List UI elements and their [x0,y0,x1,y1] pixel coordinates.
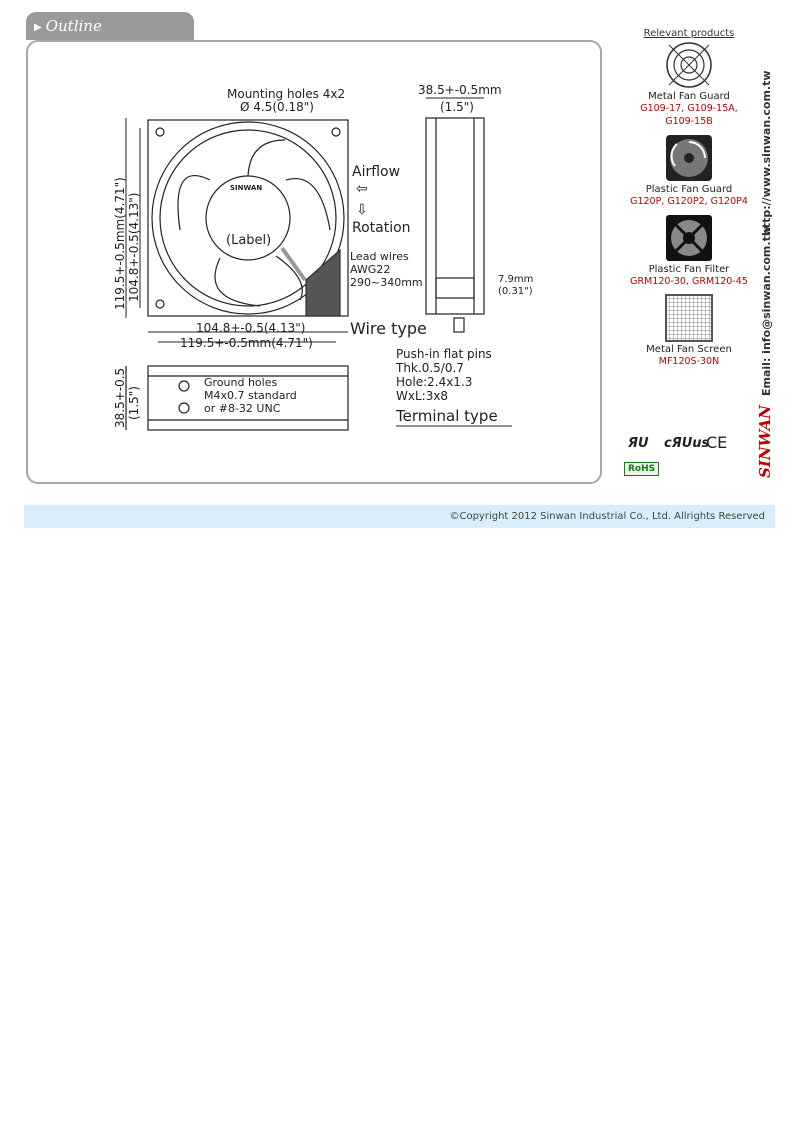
product-name: Plastic Fan Filter [648,264,730,275]
product-name: Metal Fan Screen [646,344,732,355]
metal-fan-screen-icon [665,294,713,342]
triangle-right-icon: ▶ [34,22,42,33]
plastic-fan-guard-icon [665,134,713,182]
fan-side-view [426,118,484,332]
dim-inner-vertical: 104.8+-0.5(4.13") [127,192,141,302]
relevant-products [618,28,760,374]
pins-label: Push-in flat pins [396,347,492,361]
wire-type-label: Wire type [350,319,427,338]
dimension-lines [126,98,484,342]
ground-holes-alt: or #8-32 UNC [204,402,281,415]
depth-top-label: 38.5+-0.5mm [418,83,502,97]
depth-top-inch: (1.5") [440,100,474,114]
rotation-label: Rotation [352,220,411,236]
metal-fan-guard-icon [665,41,713,89]
copyright-text: ©Copyright 2012 Sinwan Industrial Co., Ltd. Allrights Reserved [449,511,765,522]
fan-brand-label: SINWAN [230,184,263,192]
relevant-products-title: Relevant products [643,28,735,39]
footer-bar [24,505,775,528]
pins-thickness: Thk.0.5/0.7 [396,361,464,375]
product-codes[interactable]: G109-17, G109-15A, [640,103,738,114]
product-codes[interactable]: G109-15B [665,116,713,127]
product-plastic-fan-guard[interactable] [618,134,760,208]
plastic-fan-filter-icon [665,214,713,262]
dim-inner-horizontal: 104.8+-0.5(4.13") [196,321,306,335]
product-metal-fan-screen[interactable] [618,294,760,368]
rohs-badge: RoHS [624,462,659,476]
airflow-label: Airflow [352,164,401,180]
ce-mark-icon: CE [706,433,728,452]
cul-mark-icon: cЯUus [664,436,710,451]
fan-center-label: (Label) [226,233,272,248]
depth-side-label: 38.5+-0.5 [113,367,127,428]
rotation-arrow-icon: ⇩ [356,202,368,218]
certification-marks [626,432,746,452]
fan-front-view [148,120,348,316]
mounting-holes-label: Mounting holes 4x2 [227,87,346,101]
pins-size: WxL:3x8 [396,389,449,403]
product-metal-fan-guard[interactable] [618,41,760,128]
pin-spacing-label: 7.9mm [498,274,534,285]
airflow-arrow-icon: ⇦ [356,181,368,197]
product-name: Plastic Fan Guard [645,184,733,195]
email-contact[interactable]: Email: info@sinwan.com.tw [760,226,773,396]
dim-outer-horizontal: 119.5+-0.5mm(4.71") [180,336,313,350]
product-codes[interactable]: GRM120-30, GRM120-45 [630,276,748,287]
section-title: Outline [45,17,102,35]
product-name: Metal Fan Guard [648,91,730,102]
ground-holes-standard: M4x0.7 standard [204,389,297,402]
ground-holes-label: Ground holes [204,376,278,389]
pins-hole: Hole:2.4x1.3 [396,375,473,389]
sinwan-logo: SINWAN [756,405,774,478]
dim-outer-vertical: 119.5+-0.5mm(4.71") [113,177,127,310]
ul-mark-icon: ЯU [628,436,649,451]
website-url[interactable]: http://www.sinwan.com.tw [760,70,773,236]
lead-wires-length: 290~340mm [350,276,423,289]
terminal-type-label: Terminal type [396,407,498,425]
section-tab [26,12,194,40]
hole-dia-label: Ø 4.5(0.18") [240,100,314,114]
pin-spacing-inch: (0.31") [498,286,533,297]
product-plastic-fan-filter[interactable] [618,214,760,288]
depth-side-inch: (1.5") [127,386,141,420]
product-codes[interactable]: G120P, G120P2, G120P4 [630,196,748,207]
product-codes[interactable]: MF120S-30N [658,356,720,367]
lead-wires-label: Lead wires [350,250,409,263]
lead-wires-gauge: AWG22 [350,263,391,276]
outline-drawing [100,80,540,440]
